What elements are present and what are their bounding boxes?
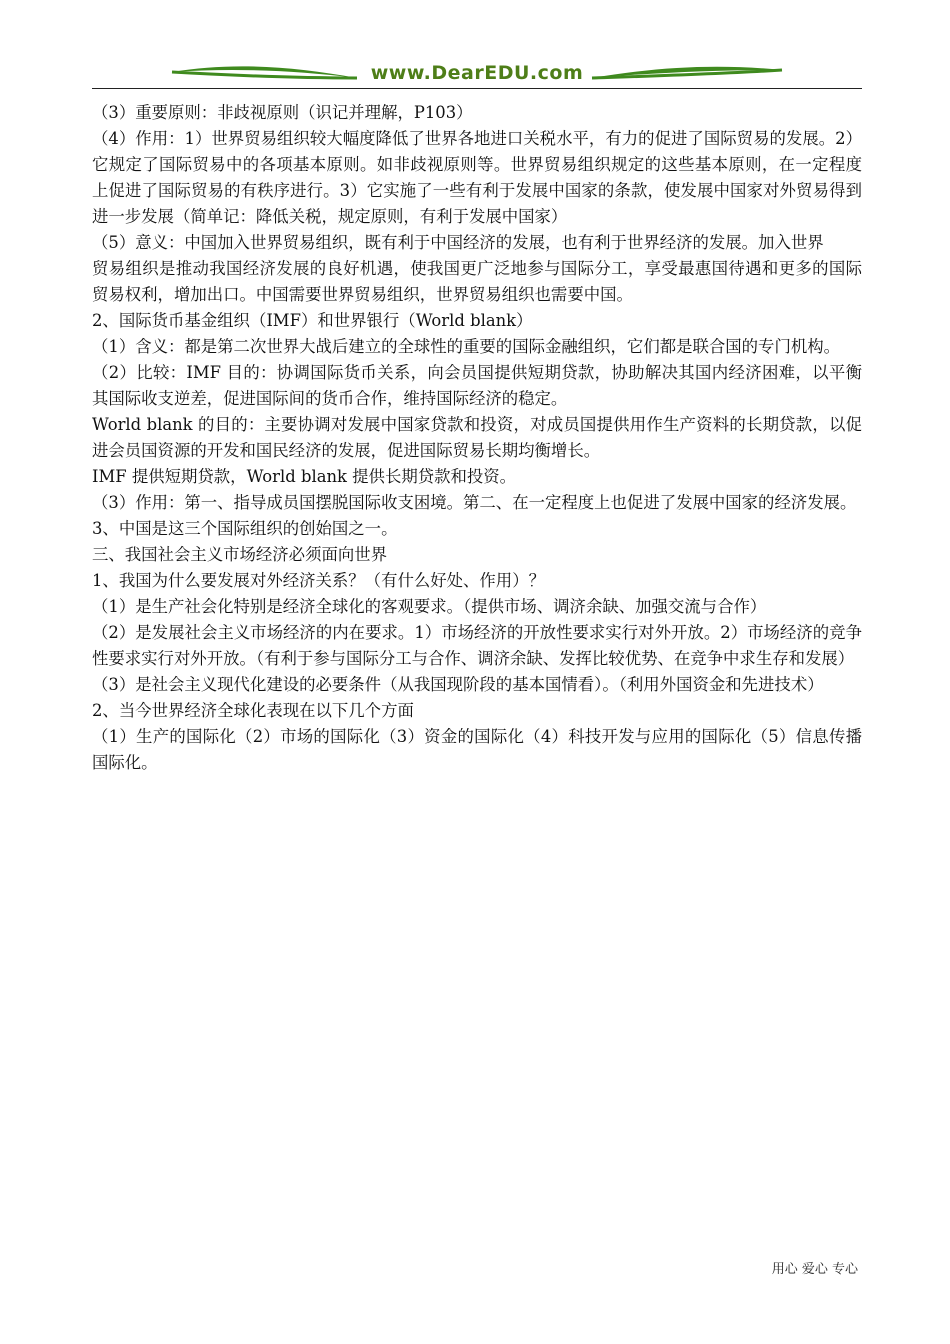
paragraph: （3）重要原则：非歧视原则（识记并理解，P103） [92, 103, 473, 122]
section-heading: 三、我国社会主义市场经济必须面向世界 [92, 545, 388, 564]
paragraph: 3、中国是这三个国际组织的创始国之一。 [92, 519, 398, 538]
paragraph: 1、我国为什么要发展对外经济关系？（有什么好处、作用）？ [92, 571, 545, 590]
document-body [92, 100, 862, 776]
paragraph: 2、国际货币基金组织（IMF）和世界银行（World blank） [92, 311, 533, 330]
paragraph: （2）比较：IMF 目的：协调国际货币关系，向会员国提供短期贷款，协助解决其国内经济困难，以平衡其国际收支逆差，促进国际间的货币合作，维持国际经济的稳定。 [92, 363, 862, 408]
paragraph: （3）作用：第一、指导成员国摆脱国际收支困境。第二、在一定程度上也促进了发展中国家的经济发展。 [92, 493, 857, 512]
page-footer: 用心 爱心 专心 [771, 1262, 858, 1277]
paragraph: IMF 提供短期贷款，World blank 提供长期贷款和投资。 [92, 467, 517, 486]
paragraph: 贸易组织是推动我国经济发展的良好机遇，使我国更广泛地参与国际分工，享受最惠国待遇和更多的国际贸易权利，增加出口。中国需要世界贸易组织，世界贸易组织也需要中国。 [92, 259, 862, 304]
paragraph: （2）是发展社会主义市场经济的内在要求。1）市场经济的开放性要求实行对外开放。2）市场经济的竞争性要求实行对外开放。（有利于参与国际分工与合作、调济余缺、发挥比较优势、在竞争中求生存和发展） [92, 623, 862, 668]
paragraph: （1）是生产社会化特别是经济全球化的客观要求。（提供市场、调济余缺、加强交流与合作） [92, 597, 767, 616]
header-divider [92, 88, 862, 89]
paragraph: （3）是社会主义现代化建设的必要条件（从我国现阶段的基本国情看）。（利用外国资金和先进技术） [92, 675, 824, 694]
paragraph: （5）意义：中国加入世界贸易组织，既有利于中国经济的发展，也有利于世界经济的发展。加入世界 [92, 233, 824, 252]
paragraph: World blank 的目的：主要协调对发展中国家贷款和投资，对成员国提供用作生产资料的长期贷款，以促进会员国资源的开发和国民经济的发展，促进国际贸易长期均衡增长。 [92, 415, 862, 460]
paragraph: （1）含义：都是第二次世界大战后建立的全球性的重要的国际金融组织，它们都是联合国的专门机构。 [92, 337, 841, 356]
site-logo: www.DearEDU.com [370, 62, 584, 84]
paragraph: （4）作用：1）世界贸易组织较大幅度降低了世界各地进口关税水平，有力的促进了国际贸易的发展。2）它规定了国际贸易中的各项基本原则。如非歧视原则等。世界贸易组织规定的这些基本原则，在一定程度上促进了国际贸易的有秩序进行。3）它实施了一些有利于发展中国家的条款，使发展中国家对外贸易得到进一步发展（简单记：降低关税，规定原则，有利于发展中国家） [92, 129, 862, 226]
paragraph: 2、当今世界经济全球化表现在以下几个方面 [92, 701, 414, 720]
page-header [92, 58, 862, 94]
paragraph: （1）生产的国际化（2）市场的国际化（3）资金的国际化（4）科技开发与应用的国际化（5）信息传播国际化。 [92, 727, 862, 772]
